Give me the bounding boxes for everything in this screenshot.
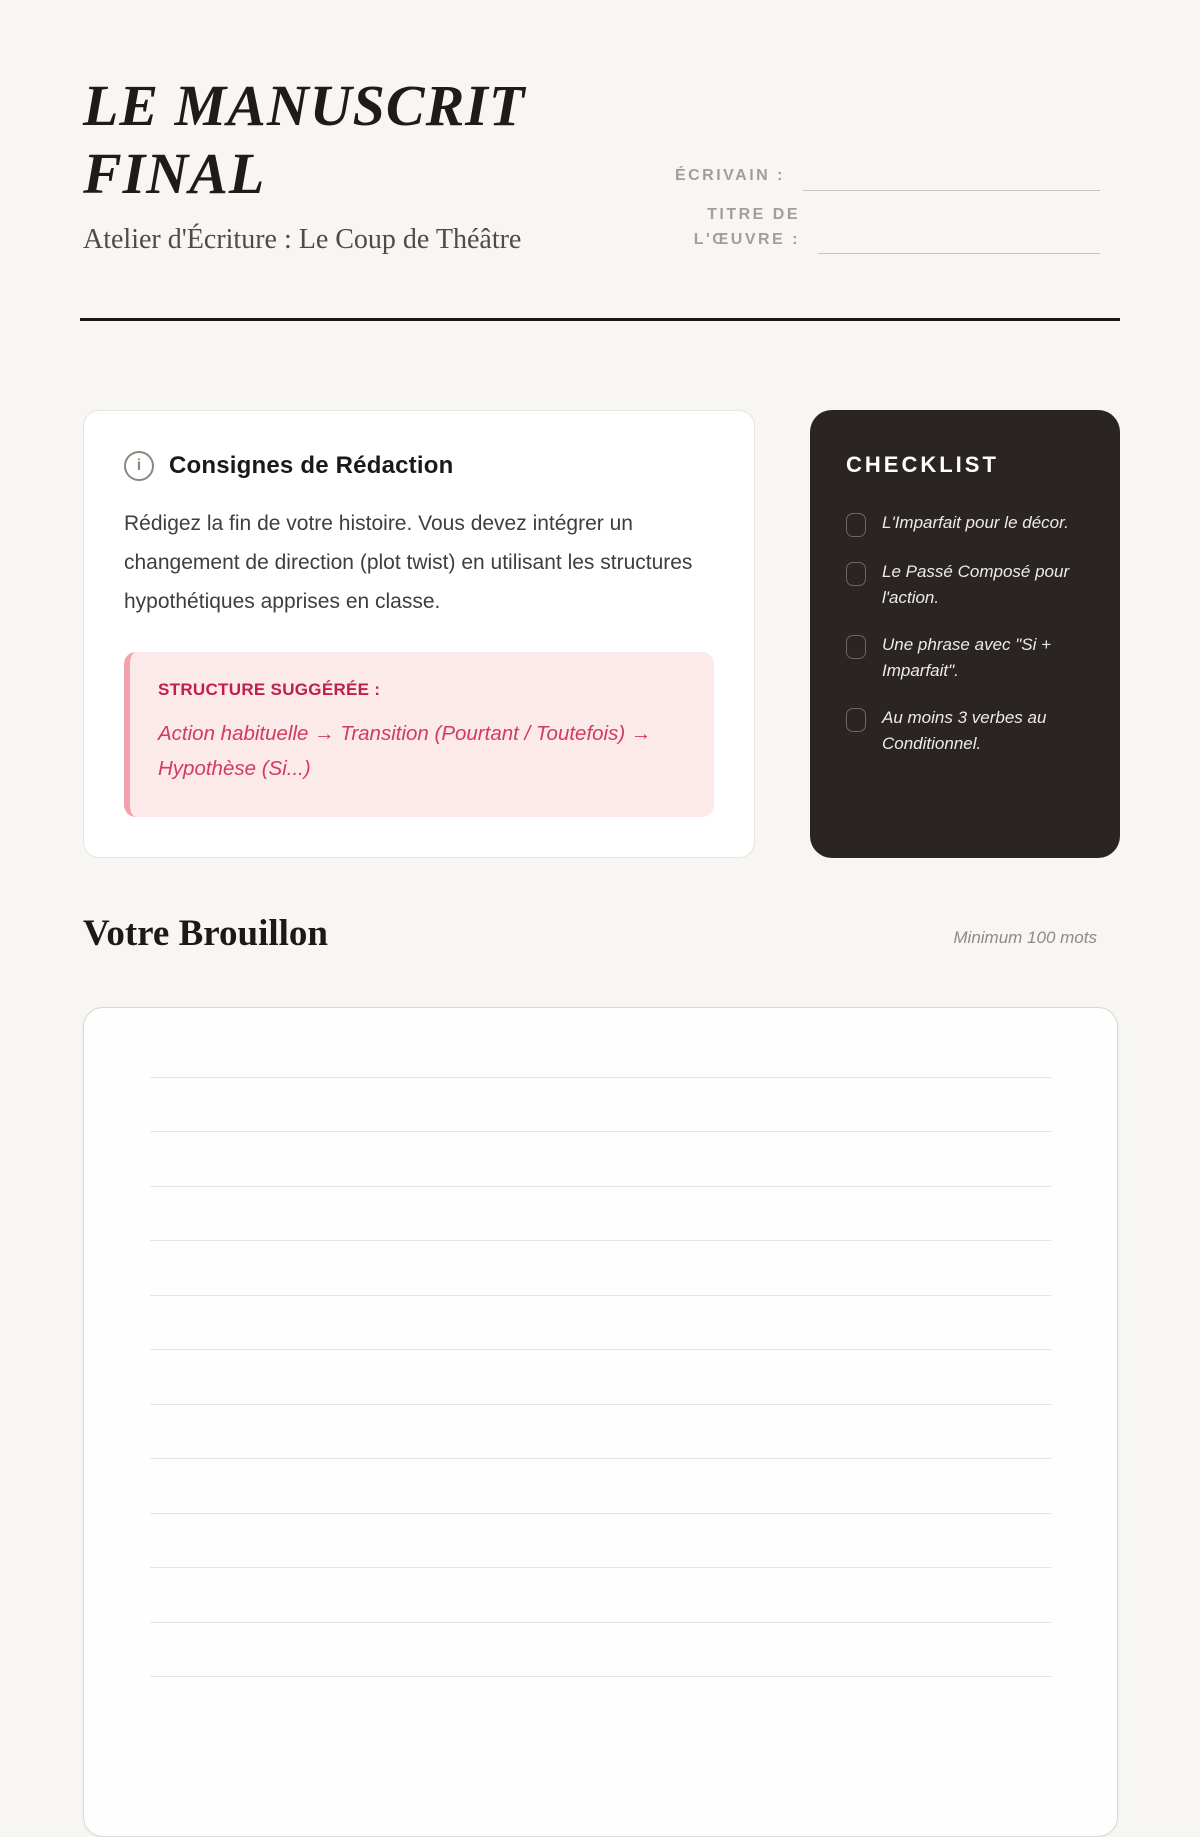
ruled-line <box>150 1241 1051 1296</box>
ruled-line <box>150 1350 1051 1405</box>
ruled-line <box>150 1405 1051 1460</box>
instructions-body: Rédigez la fin de votre histoire. Vous devez intégrer un changement de direction (plot twist) en utilisant les structures hypothétiques apprises en classe. <box>124 512 693 613</box>
suggested-structure-label: STRUCTURE SUGGÉRÉE : <box>158 679 381 699</box>
ruled-line <box>150 1623 1051 1678</box>
checklist-item <box>846 559 1084 610</box>
checklist-item <box>846 510 1084 537</box>
work-title-field-row <box>630 203 1100 255</box>
checklist-title: CHECKLIST <box>846 452 999 477</box>
page-title: LE MANUSCRIT FINAL <box>83 73 526 206</box>
writer-input[interactable] <box>803 165 1100 191</box>
checkbox-si-imparfait[interactable] <box>846 635 866 659</box>
checkbox-conditionnel[interactable] <box>846 708 866 732</box>
ruled-line <box>150 1459 1051 1514</box>
draft-section-header <box>83 912 1097 955</box>
ruled-line <box>150 1514 1051 1569</box>
work-title-input[interactable] <box>818 228 1100 254</box>
ruled-line <box>150 1296 1051 1351</box>
checklist-item <box>846 632 1084 683</box>
checklist-item <box>846 705 1084 756</box>
checklist-item-label: Une phrase avec "Si + Imparfait". <box>882 635 1052 680</box>
checkbox-passe-compose[interactable] <box>846 562 866 586</box>
writer-field-label: ÉCRIVAIN : <box>674 167 785 184</box>
checklist-items <box>846 510 1084 756</box>
work-title-field-label: TITRE DE L'ŒUVRE : <box>693 205 800 248</box>
suggested-structure-text: Action habituelle → Transition (Pourtant / Toutefois) → Hypothèse (Si...) <box>158 721 652 781</box>
ruled-line <box>150 1023 1051 1078</box>
instructions-card <box>83 410 755 858</box>
page-subtitle: Atelier d'Écriture : Le Coup de Théâtre <box>83 224 522 255</box>
draft-title: Votre Brouillon <box>83 913 328 954</box>
ruled-line <box>150 1078 1051 1133</box>
draft-ruled-lines <box>150 1008 1051 1677</box>
ruled-line <box>150 1187 1051 1242</box>
header-divider <box>80 318 1120 321</box>
ruled-line <box>150 1568 1051 1623</box>
checklist-item-label: L'Imparfait pour le décor. <box>882 513 1069 532</box>
checklist-item-label: Au moins 3 verbes au Conditionnel. <box>882 708 1047 753</box>
draft-word-minimum-hint: Minimum 100 mots <box>953 928 1097 947</box>
header-form <box>630 164 1100 254</box>
checkbox-imparfait[interactable] <box>846 513 866 537</box>
cards-row <box>83 410 1120 858</box>
instructions-title: Consignes de Rédaction <box>169 452 454 479</box>
info-icon: i <box>124 451 154 481</box>
suggested-structure-box <box>124 652 714 818</box>
writer-field-row <box>630 164 1100 191</box>
draft-writing-area[interactable] <box>83 1007 1118 1837</box>
checklist-item-label: Le Passé Composé pour l'action. <box>882 562 1070 607</box>
ruled-line <box>150 1132 1051 1187</box>
checklist-card <box>810 410 1120 858</box>
instructions-card-header <box>124 451 714 481</box>
